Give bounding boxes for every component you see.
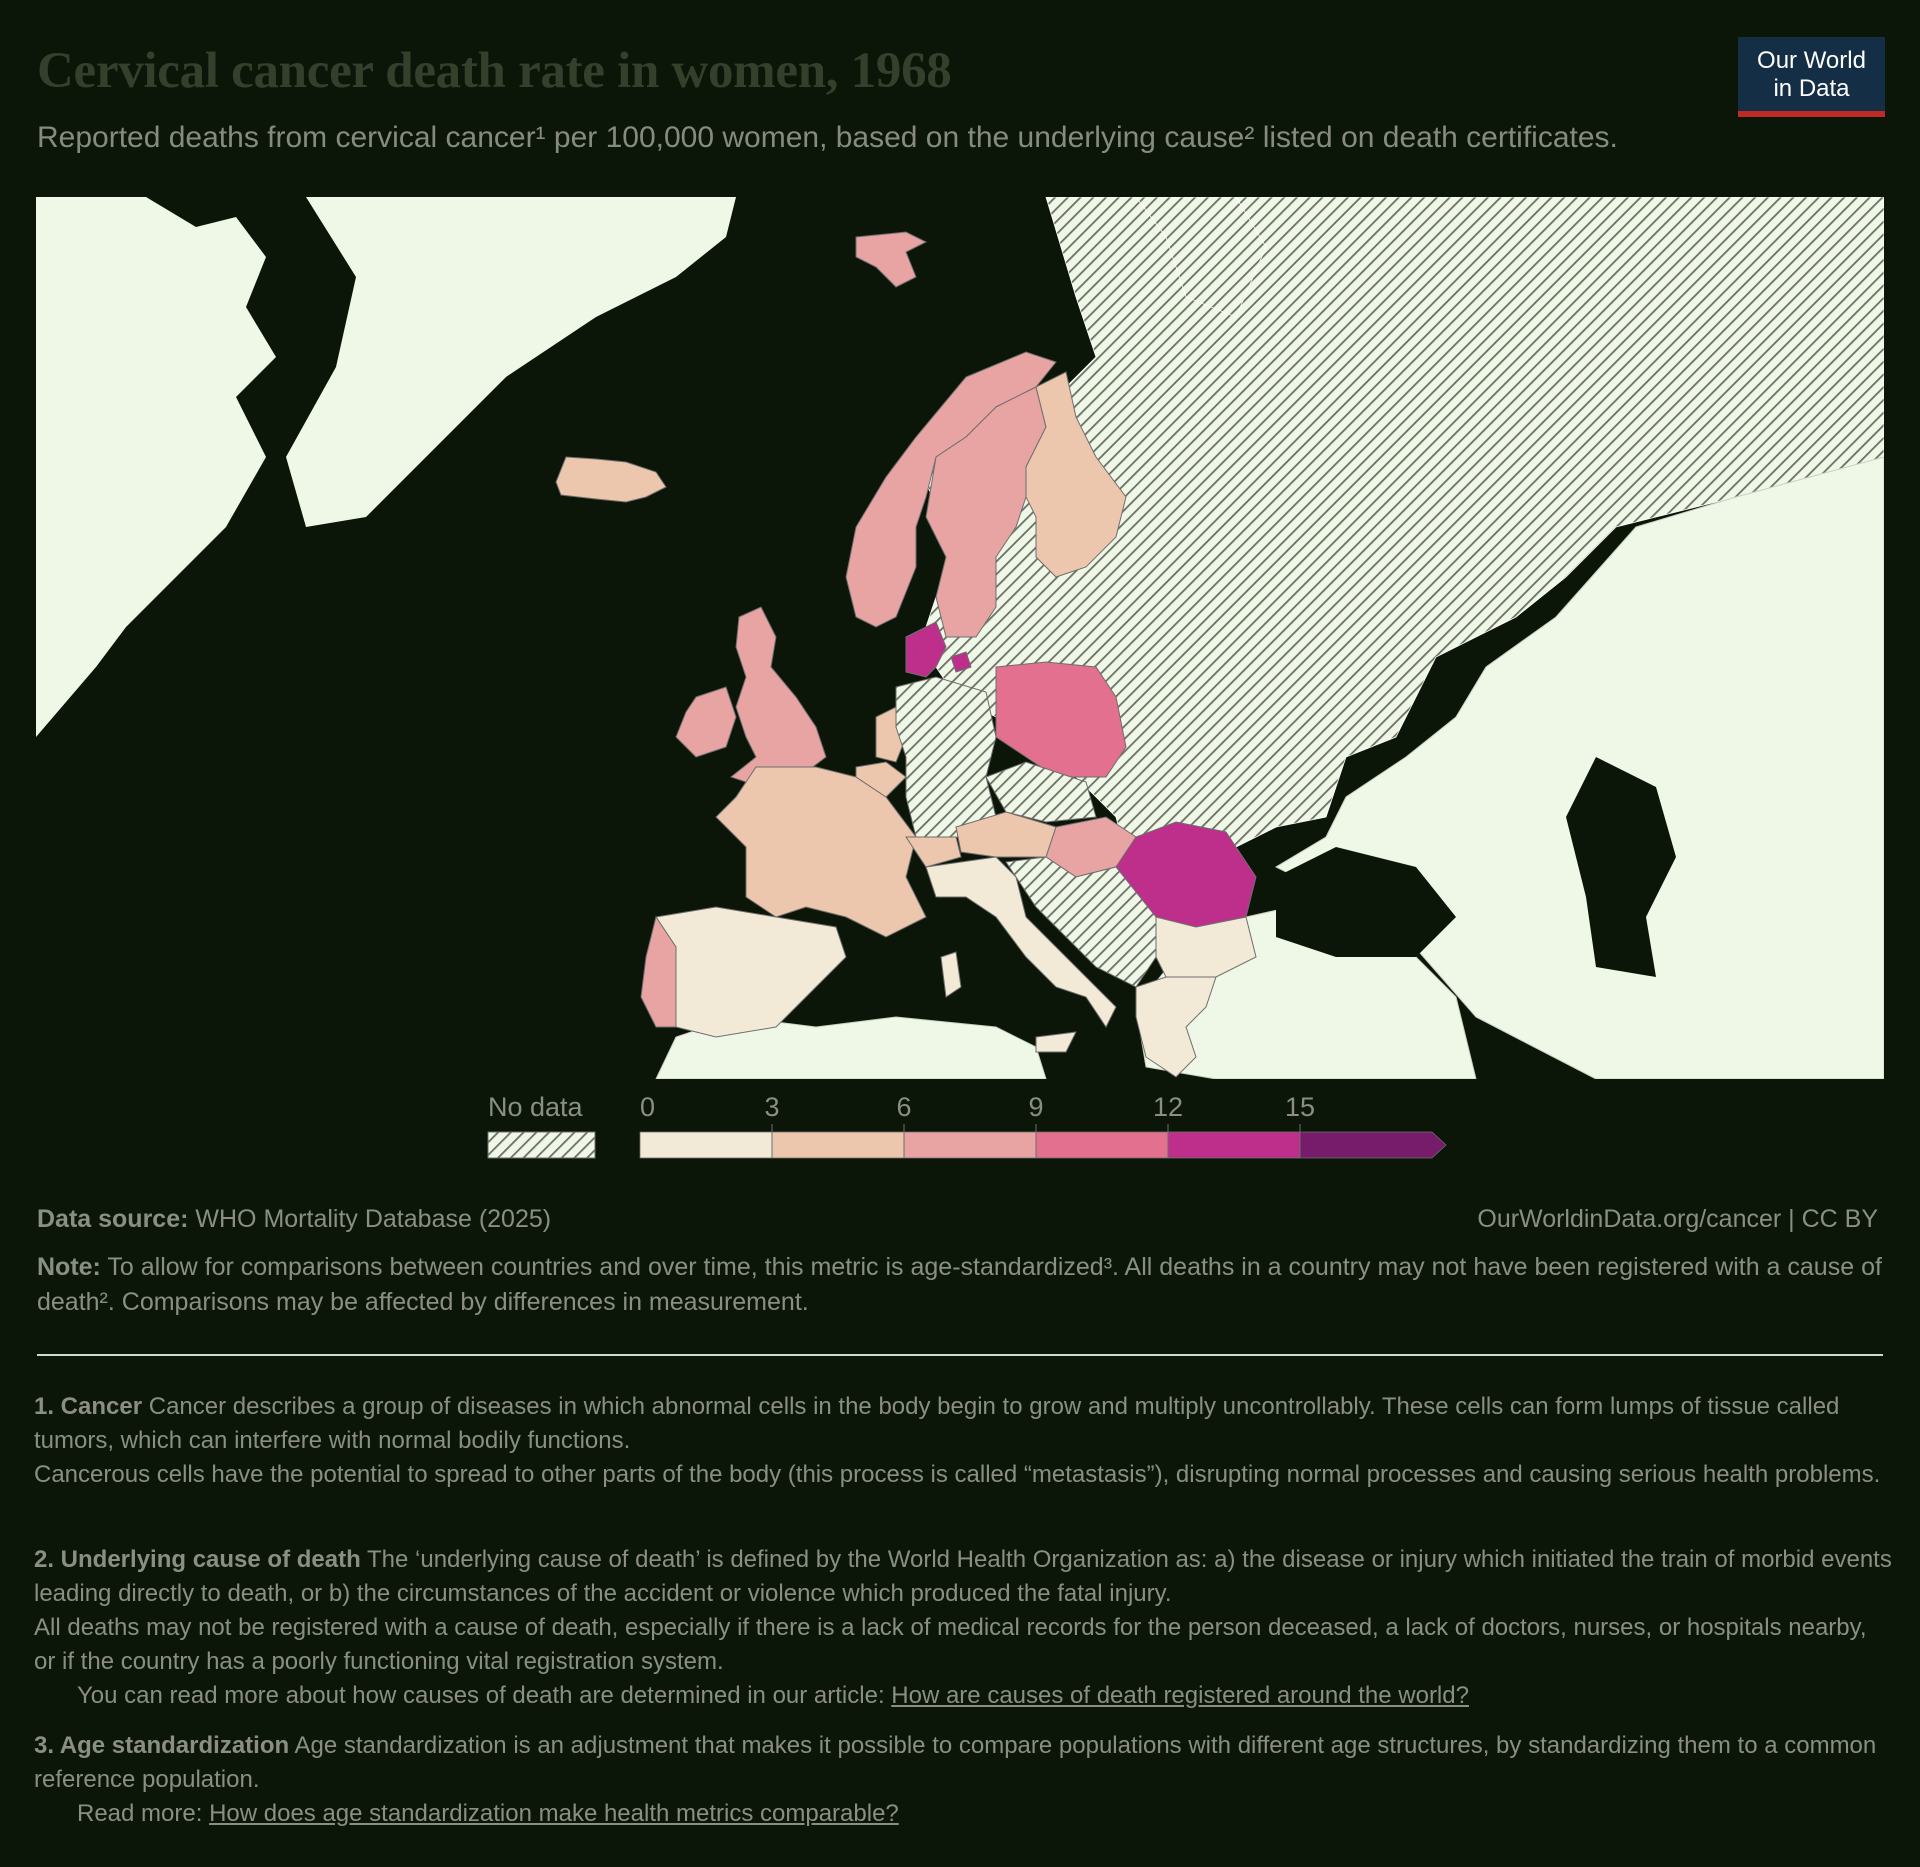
footnote-3-label: 3. Age standardization <box>34 1732 290 1759</box>
legend-bin-5[interactable] <box>1300 1132 1446 1158</box>
legend-tick-2: 6 <box>896 1092 912 1122</box>
footnote-2-text2: All deaths may not be registered with a cause of death, especially if there is a lack of medical records for the person deceased, a lack of doctors, nurses, or hospitals nearby, or if the country has a poorly functioning vital registration system. <box>34 1614 1867 1675</box>
note-label: Note: <box>37 1253 101 1281</box>
footnote-2-read-more <box>34 1679 1894 1713</box>
data-source-label: Data source: <box>37 1205 189 1233</box>
footnote-3-read-more-prefix: Read more: <box>77 1800 203 1827</box>
legend-tick-4: 12 <box>1152 1092 1184 1122</box>
footnote-1-label: 1. Cancer <box>34 1393 143 1420</box>
footnote-3-link[interactable]: How does age standardization make health metrics comparable? <box>209 1800 899 1827</box>
owid-logo[interactable] <box>1738 37 1885 117</box>
legend-bin-2[interactable] <box>904 1132 1036 1158</box>
footnote-1 <box>34 1390 1894 1492</box>
legend-bins <box>640 1132 1446 1158</box>
logo-line-1: Our World <box>1757 47 1866 74</box>
note-text: To allow for comparisons between countries and over time, this metric is age-standardized³. All deaths in a country may not have been registered with a cause of death². Comparisons may be affected by differences in measurement. <box>37 1253 1882 1316</box>
logo-line-2: in Data <box>1773 75 1850 102</box>
legend-no-data-swatch <box>488 1132 595 1158</box>
footnote-2 <box>34 1543 1894 1713</box>
footnote-2-link[interactable]: How are causes of death registered around the world? <box>891 1682 1469 1709</box>
legend-bin-3[interactable] <box>1036 1132 1168 1158</box>
source-url[interactable]: OurWorldinData.org/cancer | CC BY <box>1477 1205 1878 1233</box>
chart-note <box>37 1250 1887 1320</box>
legend-tick-5: 15 <box>1284 1092 1316 1122</box>
footnote-1-text: Cancer describes a group of diseases in which abnormal cells in the body begin to grow and multiply uncontrollably. These cells can form lumps of tissue called tumors, which can interfere with normal bodily functions. <box>34 1393 1840 1454</box>
legend-no-data-label: No data <box>488 1092 583 1122</box>
legend-ticks <box>640 1092 1315 1158</box>
legend-bin-4[interactable] <box>1168 1132 1300 1158</box>
footnote-3 <box>34 1729 1894 1831</box>
footnote-3-text: Age standardization is an adjustment that makes it possible to compare populations with different age structures, by standardizing them to a common reference population. <box>34 1732 1877 1793</box>
chart-subtitle: Reported deaths from cervical cancer¹ per 100,000 women, based on the underlying cause² listed on death certificates. <box>37 121 1618 154</box>
legend-tick-1: 3 <box>764 1092 780 1122</box>
chart-title: Cervical cancer death rate in women, 1968 <box>37 43 952 99</box>
footnote-2-read-more-prefix: You can read more about how causes of death are determined in our article: <box>77 1682 885 1709</box>
data-source <box>37 1205 551 1234</box>
choropleth-map[interactable] <box>36 197 1884 1079</box>
divider <box>37 1354 1883 1356</box>
legend-bin-1[interactable] <box>772 1132 904 1158</box>
footnote-2-label: 2. Underlying cause of death <box>34 1546 361 1573</box>
legend-tick-3: 9 <box>1028 1092 1044 1122</box>
legend-bin-0[interactable] <box>640 1132 772 1158</box>
footnote-3-read-more <box>34 1797 1894 1831</box>
data-source-text: WHO Mortality Database (2025) <box>195 1205 552 1233</box>
legend-tick-0: 0 <box>640 1092 656 1122</box>
footnote-1-text2: Cancerous cells have the potential to spread to other parts of the body (this process is called “metastasis”), disrupting normal processes and causing serious health problems. <box>34 1461 1881 1488</box>
footnote-2-text: The ‘underlying cause of death’ is defined by the World Health Organization as: a) the disease or injury which initiated the train of morbid events leading directly to death, or b) the circumstances of the accident or violence which produced the fatal injury. <box>34 1546 1892 1607</box>
country-germany[interactable] <box>896 677 996 837</box>
